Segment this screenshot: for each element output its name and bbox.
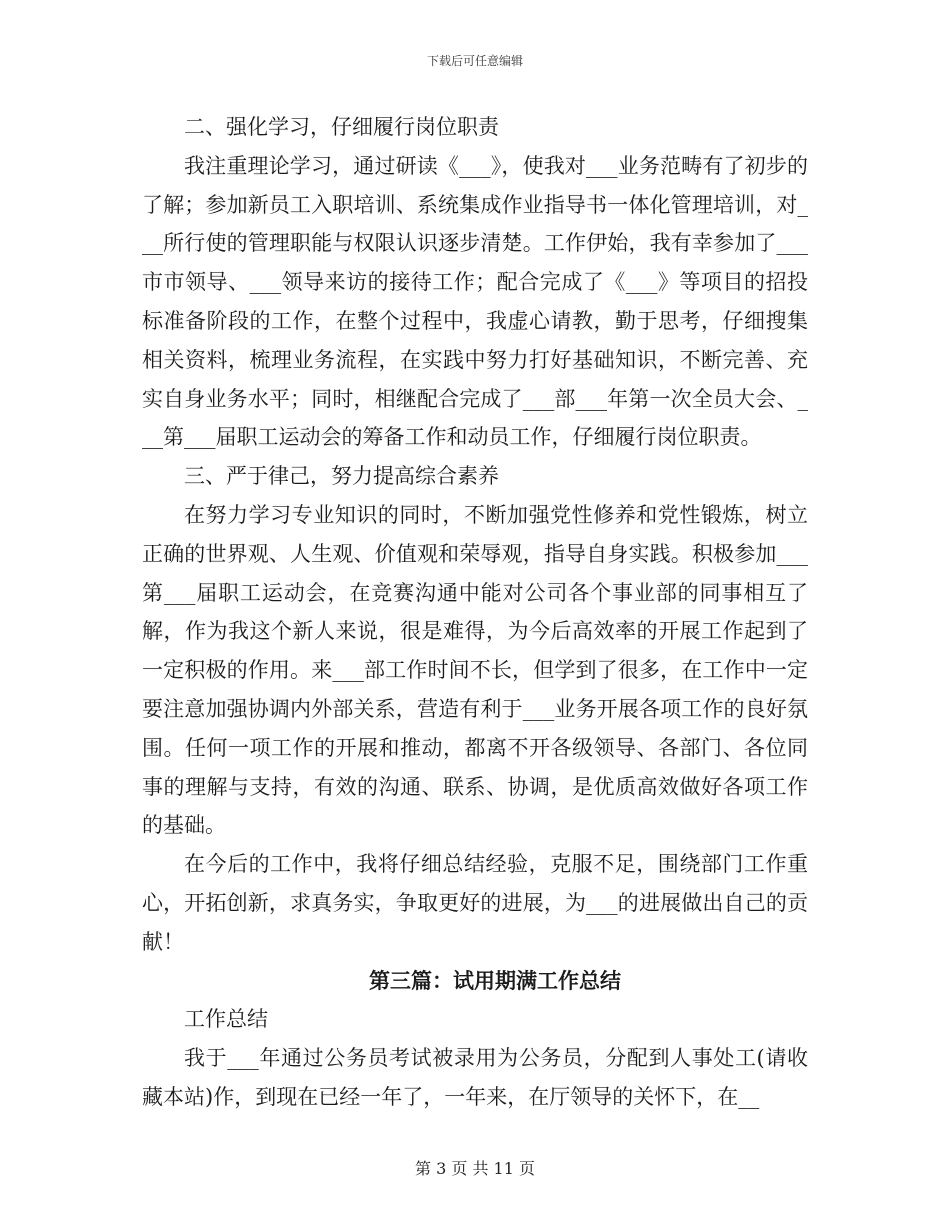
paragraph: 在今后的工作中，我将仔细总结经验，克服不足，围绕部门工作重心，开拓创新，求真务实，争取更好的进展，为___的进展做出自己的贡献！ — [142, 852, 808, 954]
page-header: 下载后可任意编辑 — [426, 54, 523, 68]
section-heading-2: 二、强化学习，仔细履行岗位职责 — [184, 115, 499, 139]
paragraph: 我注重理论学习，通过研读《___》，使我对___业务范畴有了初步的了解；参加新员工入职培训、系统集成作业指导书一体化管理培训，对___所行使的管理职能与权限认识逐步清楚。工作伊始，我有幸参加了___市市领导、___领导来访的接待工作；配合完成了《___》等项目的招投标准备阶段的工作，在整个过程中，我虚心请教，勤于思考，仔细搜集相关资料，梳理业务流程，在实践中努力打好基础知识，不断完善、充实自身业务水平；同时，相继配合完成了___部___年第一次全员大会、___第___届职工运动会的筹备工作和动员工作，仔细履行岗位职责。 — [142, 153, 808, 450]
paragraph: 在努力学习专业知识的同时，不断加强党性修养和党性锻炼，树立正确的世界观、人生观、价值观和荣辱观，指导自身实践。积极参加___第___届职工运动会，在竞赛沟通中能对公司各个事业部的同事相互了解，作为我这个新人来说，很是难得，为今后高效率的开展工作起到了一定积极的作用。来___部工作时间不长，但学到了很多，在工作中一定要注意加强协调内外部关系，营造有利于___业务开展各项工作的良好氛围。任何一项工作的开展和推动，都离不开各级领导、各部门、各位同事的理解与支持，有效的沟通、联系、协调，是优质高效做好各项工作的基础。 — [142, 502, 808, 838]
subheading: 工作总结 — [184, 1007, 268, 1032]
section-heading-3: 三、严于律己，努力提高综合素养 — [184, 464, 499, 489]
chapter-title: 第三篇：试用期满工作总结 — [369, 967, 621, 993]
document-body — [142, 108, 808, 1117]
paragraph: 我于___年通过公务员考试被录用为公务员，分配到人事处工(请收藏本站)作，到现在已经一年了，一年来，在厅领导的关怀下，在__ — [142, 1046, 808, 1109]
page-number: 第 3 页 共 11 页 — [415, 1159, 535, 1178]
